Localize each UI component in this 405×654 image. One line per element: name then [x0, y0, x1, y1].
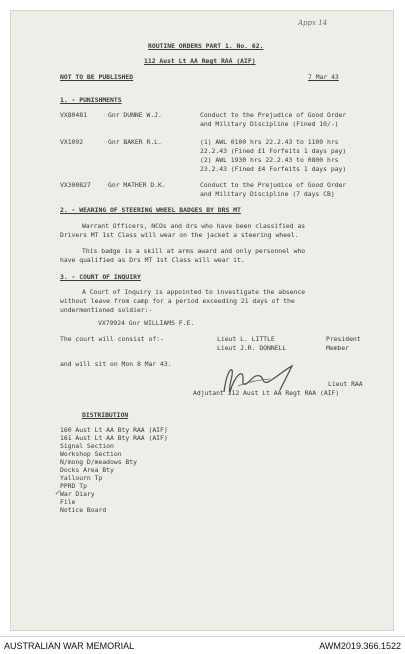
- footer-catalogue-id: AWM2019.366.1522: [319, 641, 401, 651]
- distribution-item: Workshop Section: [60, 450, 122, 458]
- punishment-number: VX1092: [60, 138, 84, 146]
- document-title: ROUTINE ORDERS PART 1. No. 62.: [148, 42, 264, 50]
- paragraph-line: Drivers MT 1st Class will wear on the jacket a steering wheel.: [60, 231, 299, 239]
- punishment-charge-line: 23.2.43 (Fined £4 Forfeits 1 days pay): [200, 165, 347, 173]
- distribution-item: Docks Area Bty: [60, 466, 114, 474]
- punishment-charge-line: Conduct to the Prejudice of Good Order: [200, 181, 347, 189]
- paragraph-line: A Court of Inquiry is appointed to investigate the absence: [82, 288, 306, 296]
- signatory-rank: Lieut RAA: [328, 380, 363, 388]
- punishment-number: VX80481: [60, 111, 87, 119]
- paragraph-line: undermentioned soldier:-: [60, 306, 153, 314]
- handwritten-reference: Appx 14: [298, 19, 328, 27]
- inquiry-soldier: VX79924 Gnr WILLIAMS F.E.: [98, 319, 195, 327]
- sitting-date: and will sit on Mon 8 Mar 43.: [60, 360, 172, 368]
- paragraph-line: Warrant Officers, NCOs and drs who have been classified as: [82, 222, 306, 230]
- archive-footer: [0, 636, 405, 654]
- punishment-number: VX300827: [60, 181, 91, 189]
- paragraph-line: without leave from camp for a period exceeding 21 days of the: [60, 297, 295, 305]
- unit-name: 112 Aust Lt AA Regt RAA (AIF): [144, 57, 256, 65]
- distribution-item: File: [60, 498, 76, 506]
- distribution-item: War Diary: [60, 490, 95, 498]
- punishment-charge-line: (2) AWL 1930 hrs 22.2.43 to 0800 hrs: [200, 156, 339, 164]
- signatory-title: Adjutant 112 Aust Lt AA Regt RAA (AIF): [193, 389, 340, 397]
- paragraph-line: This badge is a skill at arms award and only personnel who: [82, 247, 306, 255]
- distribution-item: Signal Section: [60, 442, 114, 450]
- court-member-role: Member: [326, 344, 350, 352]
- distribution-item: Notice Board: [60, 506, 107, 514]
- order-date: 7 Mar 43: [308, 73, 339, 81]
- tick-mark-icon: ✓: [54, 488, 61, 497]
- section-heading-punishments: 1. - PUNISHMENTS: [60, 96, 122, 104]
- court-member-name: Lieut L. LITTLE: [217, 335, 275, 343]
- not-published-notice: NOT TO BE PUBLISHED: [60, 73, 134, 81]
- distribution-heading: DISTRIBUTION: [82, 411, 129, 419]
- section-heading-court-of-inquiry: 3. - COURT OF INQUIRY: [60, 273, 141, 281]
- punishment-charge-line: 22.2.43 (Fined £1 Forfeits 1 days pay): [200, 147, 347, 155]
- distribution-item: N/mong D/meadows Bty: [60, 458, 137, 466]
- punishment-soldier: Gnr MATHER D.K.: [108, 181, 166, 189]
- punishment-charge-line: (1) AWL 0100 hrs 22.2.43 to 1100 hrs: [200, 138, 339, 146]
- court-member-role: President: [326, 335, 361, 343]
- distribution-item: Yallourn Tp: [60, 474, 103, 482]
- punishment-charge-line: and Military Discipline (Fined 10/-): [200, 120, 339, 128]
- paragraph-line: have qualified as Drs MT 1st Class will wear it.: [60, 256, 245, 264]
- footer-institution: AUSTRALIAN WAR MEMORIAL: [4, 641, 135, 651]
- court-intro: The court will consist of:-: [60, 335, 164, 343]
- punishment-charge-line: Conduct to the Prejudice of Good Order: [200, 111, 347, 119]
- distribution-item: PPRD Tp: [60, 482, 87, 490]
- distribution-item: 160 Aust Lt AA Bty RAA (AIF): [60, 426, 168, 434]
- distribution-item: 161 Aust Lt AA Bty RAA (AIF): [60, 434, 168, 442]
- document-page: [10, 10, 394, 631]
- punishment-charge-line: and Military Discipline (7 days CB): [200, 190, 335, 198]
- punishment-soldier: Gnr DUNNE W.J.: [108, 111, 162, 119]
- court-member-name: Lieut J.R. DONNELL: [217, 344, 287, 352]
- section-heading-steering-badges: 2. - WEARING OF STEERING WHEEL BADGES BY DRS MT: [60, 206, 241, 214]
- punishment-soldier: Gnr BAKER R.L.: [108, 138, 162, 146]
